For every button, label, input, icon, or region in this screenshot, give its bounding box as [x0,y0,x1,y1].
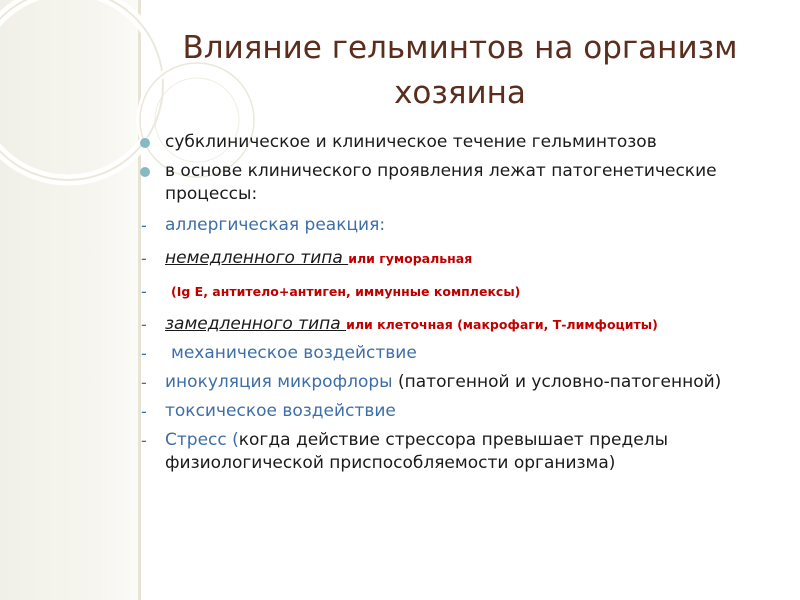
bullet-icon [140,167,150,177]
item-note: или гуморальная [348,251,473,266]
dash-item [137,429,777,475]
dash-marker: - [141,315,147,334]
bullet-text: в основе клинического проявления лежат патогенетические процессы: [165,161,717,204]
dash-marker: - [141,216,147,235]
dash-item [137,371,777,394]
item-text: (патогенной и условно-патогенной) [392,372,722,392]
dash-item [137,400,777,423]
dash-marker: - [141,373,147,392]
item-text: немедленного типа [165,248,349,268]
dash-marker: - [141,282,147,301]
dash-marker: - [141,344,147,363]
item-text: токсическое воздействие [165,401,396,421]
item-text: когда действие стрессора превышает пределы физиологической приспособляемости организма) [165,430,668,473]
item-lead: Стресс ( [165,430,239,450]
item-text: механическое воздействие [171,343,417,363]
item-note: или клеточная (макрофаги, Т-лимфоциты) [346,317,658,332]
dash-marker: - [141,402,147,421]
dash-item [137,342,777,365]
bullet-item [137,131,777,154]
item-note: (Ig E, антитело+антиген, иммунные комплексы) [171,284,521,299]
item-text: замедленного типа [165,314,347,334]
bullet-icon [140,138,150,148]
dash-item [137,247,777,270]
bullet-item [137,160,777,206]
dash-item [137,214,777,237]
dash-item [137,280,777,303]
dash-marker: - [141,431,147,450]
slide-content [137,131,777,475]
dash-item [137,313,777,336]
bullet-text: субклиническое и клиническое течение гельминтозов [165,132,657,152]
dash-marker: - [141,249,147,268]
item-text: аллергическая реакция: [165,215,386,235]
slide-title: Влияние гельминтов на организм хозяина [182,30,738,111]
item-lead: инокуляция микрофлоры [165,372,393,392]
